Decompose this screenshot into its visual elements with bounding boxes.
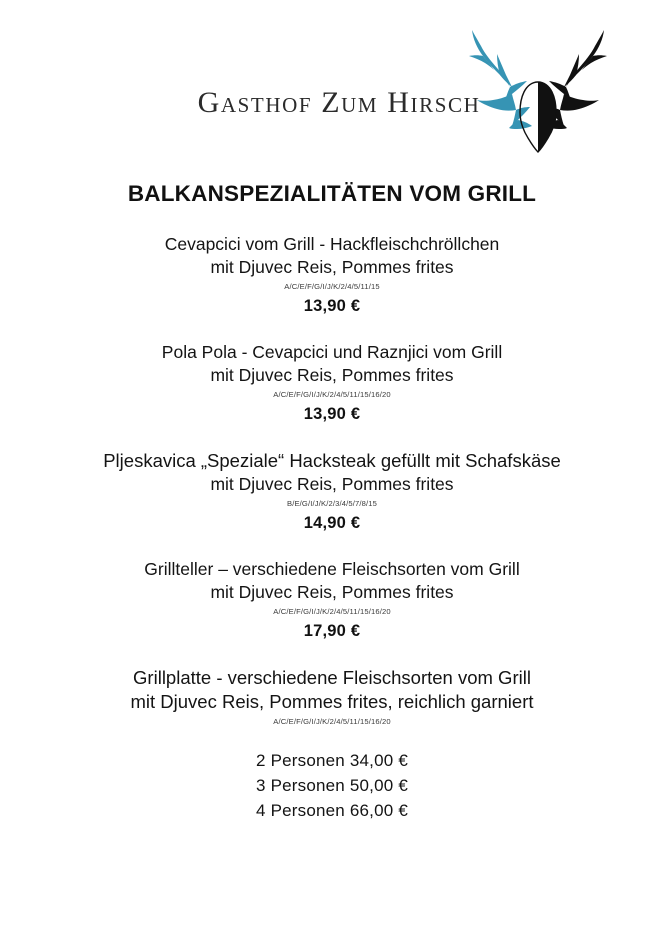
menu-item-description: mit Djuvec Reis, Pommes frites <box>210 365 454 385</box>
menu-item-name: Pljeskavica „Speziale“ Hacksteak gefüllt mit Schafskäse <box>103 450 561 471</box>
menu-item-price: 13,90 € <box>303 297 361 315</box>
menu-item-allergens: A/C/E/F/G/I/J/K/2/4/5/11/15/16/20 <box>273 390 391 399</box>
menu-item <box>0 558 664 642</box>
menu-item-allergens: A/C/E/F/G/I/J/K/2/4/5/11/15 <box>284 282 380 291</box>
menu-item-description: mit Djuvec Reis, Pommes frites <box>210 474 454 494</box>
menu-item-price: 17,90 € <box>303 622 361 640</box>
brand-wordmark: Gasthof Zum Hirsch <box>197 86 481 119</box>
price-tier: 2 Personen 34,00 € <box>256 751 408 770</box>
menu-item <box>0 233 664 317</box>
menu-item-description: mit Djuvec Reis, Pommes frites <box>210 582 454 602</box>
menu-item-description: mit Djuvec Reis, Pommes frites <box>210 257 454 277</box>
price-tier: 4 Personen 66,00 € <box>256 801 408 820</box>
menu-item-price-tiers <box>0 748 664 823</box>
menu-item-name: Grillteller – verschiedene Fleischsorten vom Grill <box>144 559 520 579</box>
menu-item-name: Cevapcici vom Grill - Hackfleischchröllchen <box>164 234 500 254</box>
menu-item-allergens: A/C/E/F/G/I/J/K/2/4/5/11/15/16/20 <box>273 717 391 726</box>
menu-item-description: mit Djuvec Reis, Pommes frites, reichlich garniert <box>130 691 534 712</box>
menu-item <box>0 449 664 534</box>
menu-item-allergens: A/C/E/F/G/I/J/K/2/4/5/11/15/16/20 <box>273 607 391 616</box>
menu-item <box>0 341 664 425</box>
menu-item-name: Grillplatte - verschiedene Fleischsorten vom Grill <box>133 667 531 688</box>
menu-item <box>0 666 664 823</box>
price-tier: 3 Personen 50,00 € <box>256 776 408 795</box>
menu-item-price: 14,90 € <box>303 514 361 532</box>
menu-item-price: 13,90 € <box>303 405 361 423</box>
menu-item-allergens: B/E/G/I/J/K/2/3/4/5/7/8/15 <box>286 499 377 508</box>
page-title: BALKANSPEZIALITÄTEN VOM GRILL <box>127 181 537 206</box>
deer-head-icon <box>452 8 624 164</box>
menu-list <box>0 233 664 823</box>
page-header <box>0 0 664 165</box>
menu-item-name: Pola Pola - Cevapcici und Raznjici vom Grill <box>161 342 503 362</box>
